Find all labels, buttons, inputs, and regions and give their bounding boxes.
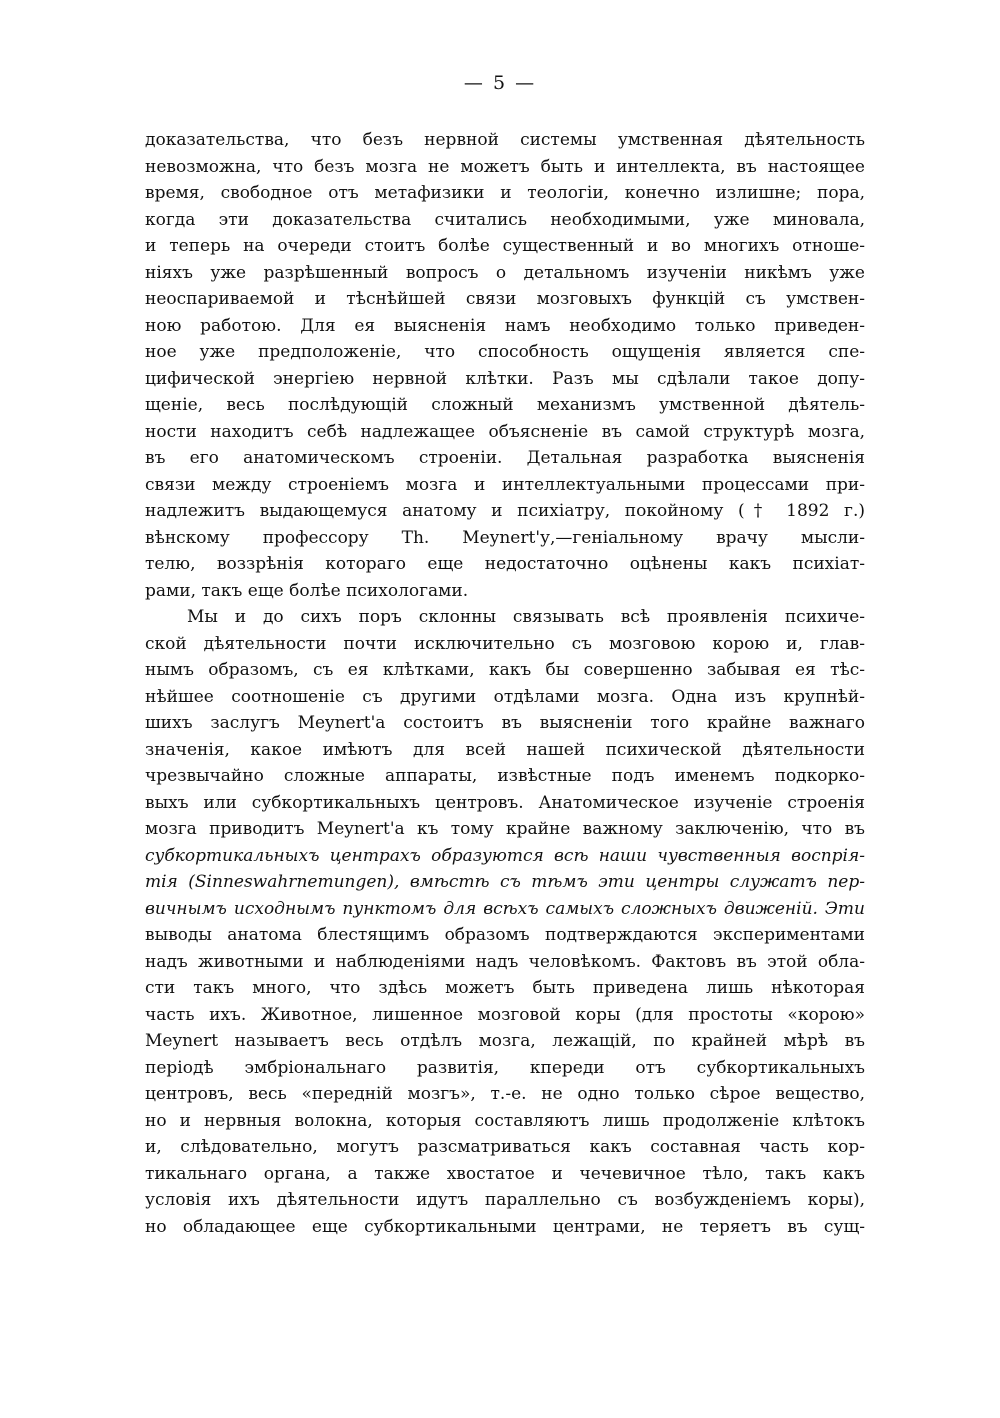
text-line: и теперь на очереди стоитъ болѣе существенный и во многихъ отноше- bbox=[145, 236, 865, 256]
text-line: ною работою. Для ея выясненія намъ необходимо только приведен- bbox=[145, 315, 865, 336]
text-line: нѣйшее соотношеніе съ другими отдѣлами мозга. Одна изъ крупнѣй- bbox=[145, 686, 865, 707]
text-line: нымъ образомъ, съ ея клѣтками, какъ бы совершенно забывая ея тѣс- bbox=[145, 660, 865, 680]
text-line: ніяхъ уже разрѣшенный вопросъ о детальномъ изученіи никѣмъ уже bbox=[145, 262, 865, 283]
text-line: надъ животными и наблюденіями надъ человѣкомъ. Фактовъ въ этой обла- bbox=[145, 951, 865, 972]
text-line: шихъ заслугъ Meynert'а состоитъ въ выясненіи того крайне важнаго bbox=[145, 713, 865, 733]
text-line: невозможна, что безъ мозга не можетъ быть и интеллекта, въ настоящее bbox=[145, 156, 865, 177]
text-line: время, свободное отъ метафизики и теологіи, конечно излишне; пора, bbox=[145, 183, 865, 203]
text-line: ности находитъ себѣ надлежащее объясненіе въ самой структурѣ мозга, bbox=[145, 421, 865, 442]
text-line: значенія, какое имѣютъ для всей нашей психической дѣятельности bbox=[145, 739, 865, 760]
text-line: періодѣ эмбріональнаго развитія, кпереди отъ субкортикальныхъ bbox=[145, 1057, 865, 1078]
text-line: щеніе, весь послѣдующій сложный механизмъ умственной дѣятель- bbox=[145, 395, 865, 415]
text-line: тикальнаго органа, а также хвостатое и чечевичное тѣло, такъ какъ bbox=[145, 1163, 865, 1184]
text-line: ное уже предположеніе, что способность ощущенія является спе- bbox=[145, 342, 865, 362]
text-line: но обладающее еще субкортикальными центрами, не теряетъ въ сущ- bbox=[145, 1216, 865, 1237]
text-line: выводы анатома блестящимъ образомъ подтверждаются экспериментами bbox=[145, 925, 865, 945]
text-line: цифической энергіею нервной клѣтки. Разъ мы сдѣлали такое допу- bbox=[145, 368, 865, 389]
text-line: доказательства, что безъ нервной системы умственная дѣятельность bbox=[145, 130, 865, 150]
text-line: часть ихъ. Животное, лишенное мозговой коры (для простоты «корою» bbox=[145, 1004, 865, 1025]
text-line: рами, такъ еще болѣе психологами. bbox=[145, 580, 469, 601]
text-line: мозга приводитъ Meynert'а къ тому крайне важному заключенію, что въ bbox=[145, 819, 865, 839]
text-line: вичнымъ исходнымъ пунктомъ для всѣхъ самыхъ сложныхъ движеній. Эти bbox=[145, 898, 865, 919]
text-line: Мы и до сихъ поръ склонны связывать всѣ проявленія психиче- bbox=[187, 607, 865, 627]
text-line: сти такъ много, что здѣсь можетъ быть приведена лишь нѣкоторая bbox=[145, 978, 865, 998]
text-line: условія ихъ дѣятельности идутъ параллельно съ возбужденіемъ коры), bbox=[145, 1190, 865, 1210]
body-text bbox=[145, 127, 865, 1240]
text-line: телю, воззрѣнія котораго еще недостаточно оцѣнены какъ психіат- bbox=[145, 554, 865, 574]
text-line: вѣнскому профессору Th. Meynert'у,—геніальному врачу мысли- bbox=[145, 527, 865, 548]
text-line: ской дѣятельности почти исключительно съ мозговою корою и, глав- bbox=[145, 633, 865, 654]
text-line: субкортикальныхъ центрахъ образуются всѣ наши чувственныя воспрія- bbox=[145, 845, 865, 866]
text-line: но и нервныя волокна, которыя составляютъ лишь продолженіе клѣтокъ bbox=[145, 1110, 865, 1131]
page-number: — 5 — bbox=[463, 72, 537, 94]
text-line: и, слѣдовательно, могутъ разсматриваться какъ составная часть кор- bbox=[145, 1137, 865, 1157]
text-line: тія (Sinneswahrnemungen), вмѣстѣ съ тѣмъ эти центры служатъ пер- bbox=[145, 872, 865, 892]
text-line: когда эти доказательства считались необходимыми, уже миновала, bbox=[145, 209, 865, 230]
text-line: надлежитъ выдающемуся анатому и психіатру, покойному († 1892 г.) bbox=[145, 501, 865, 521]
text-line: центровъ, весь «передній мозгъ», т.-е. не одно только сѣрое вещество, bbox=[145, 1084, 865, 1104]
text-line: чрезвычайно сложные аппараты, извѣстные подъ именемъ подкорко- bbox=[145, 766, 865, 786]
text-line: выхъ или субкортикальныхъ центровъ. Анатомическое изученіе строенія bbox=[145, 792, 865, 813]
text-line: неоспариваемой и тѣснѣйшей связи мозговыхъ функцій съ умствен- bbox=[145, 289, 865, 309]
text-line: въ его анатомическомъ строеніи. Детальная разработка выясненія bbox=[145, 448, 865, 468]
text-line: связи между строеніемъ мозга и интеллектуальными процессами при- bbox=[145, 474, 865, 495]
text-line: Meynert называетъ весь отдѣлъ мозга, лежащій, по крайней мѣрѣ въ bbox=[145, 1031, 865, 1051]
